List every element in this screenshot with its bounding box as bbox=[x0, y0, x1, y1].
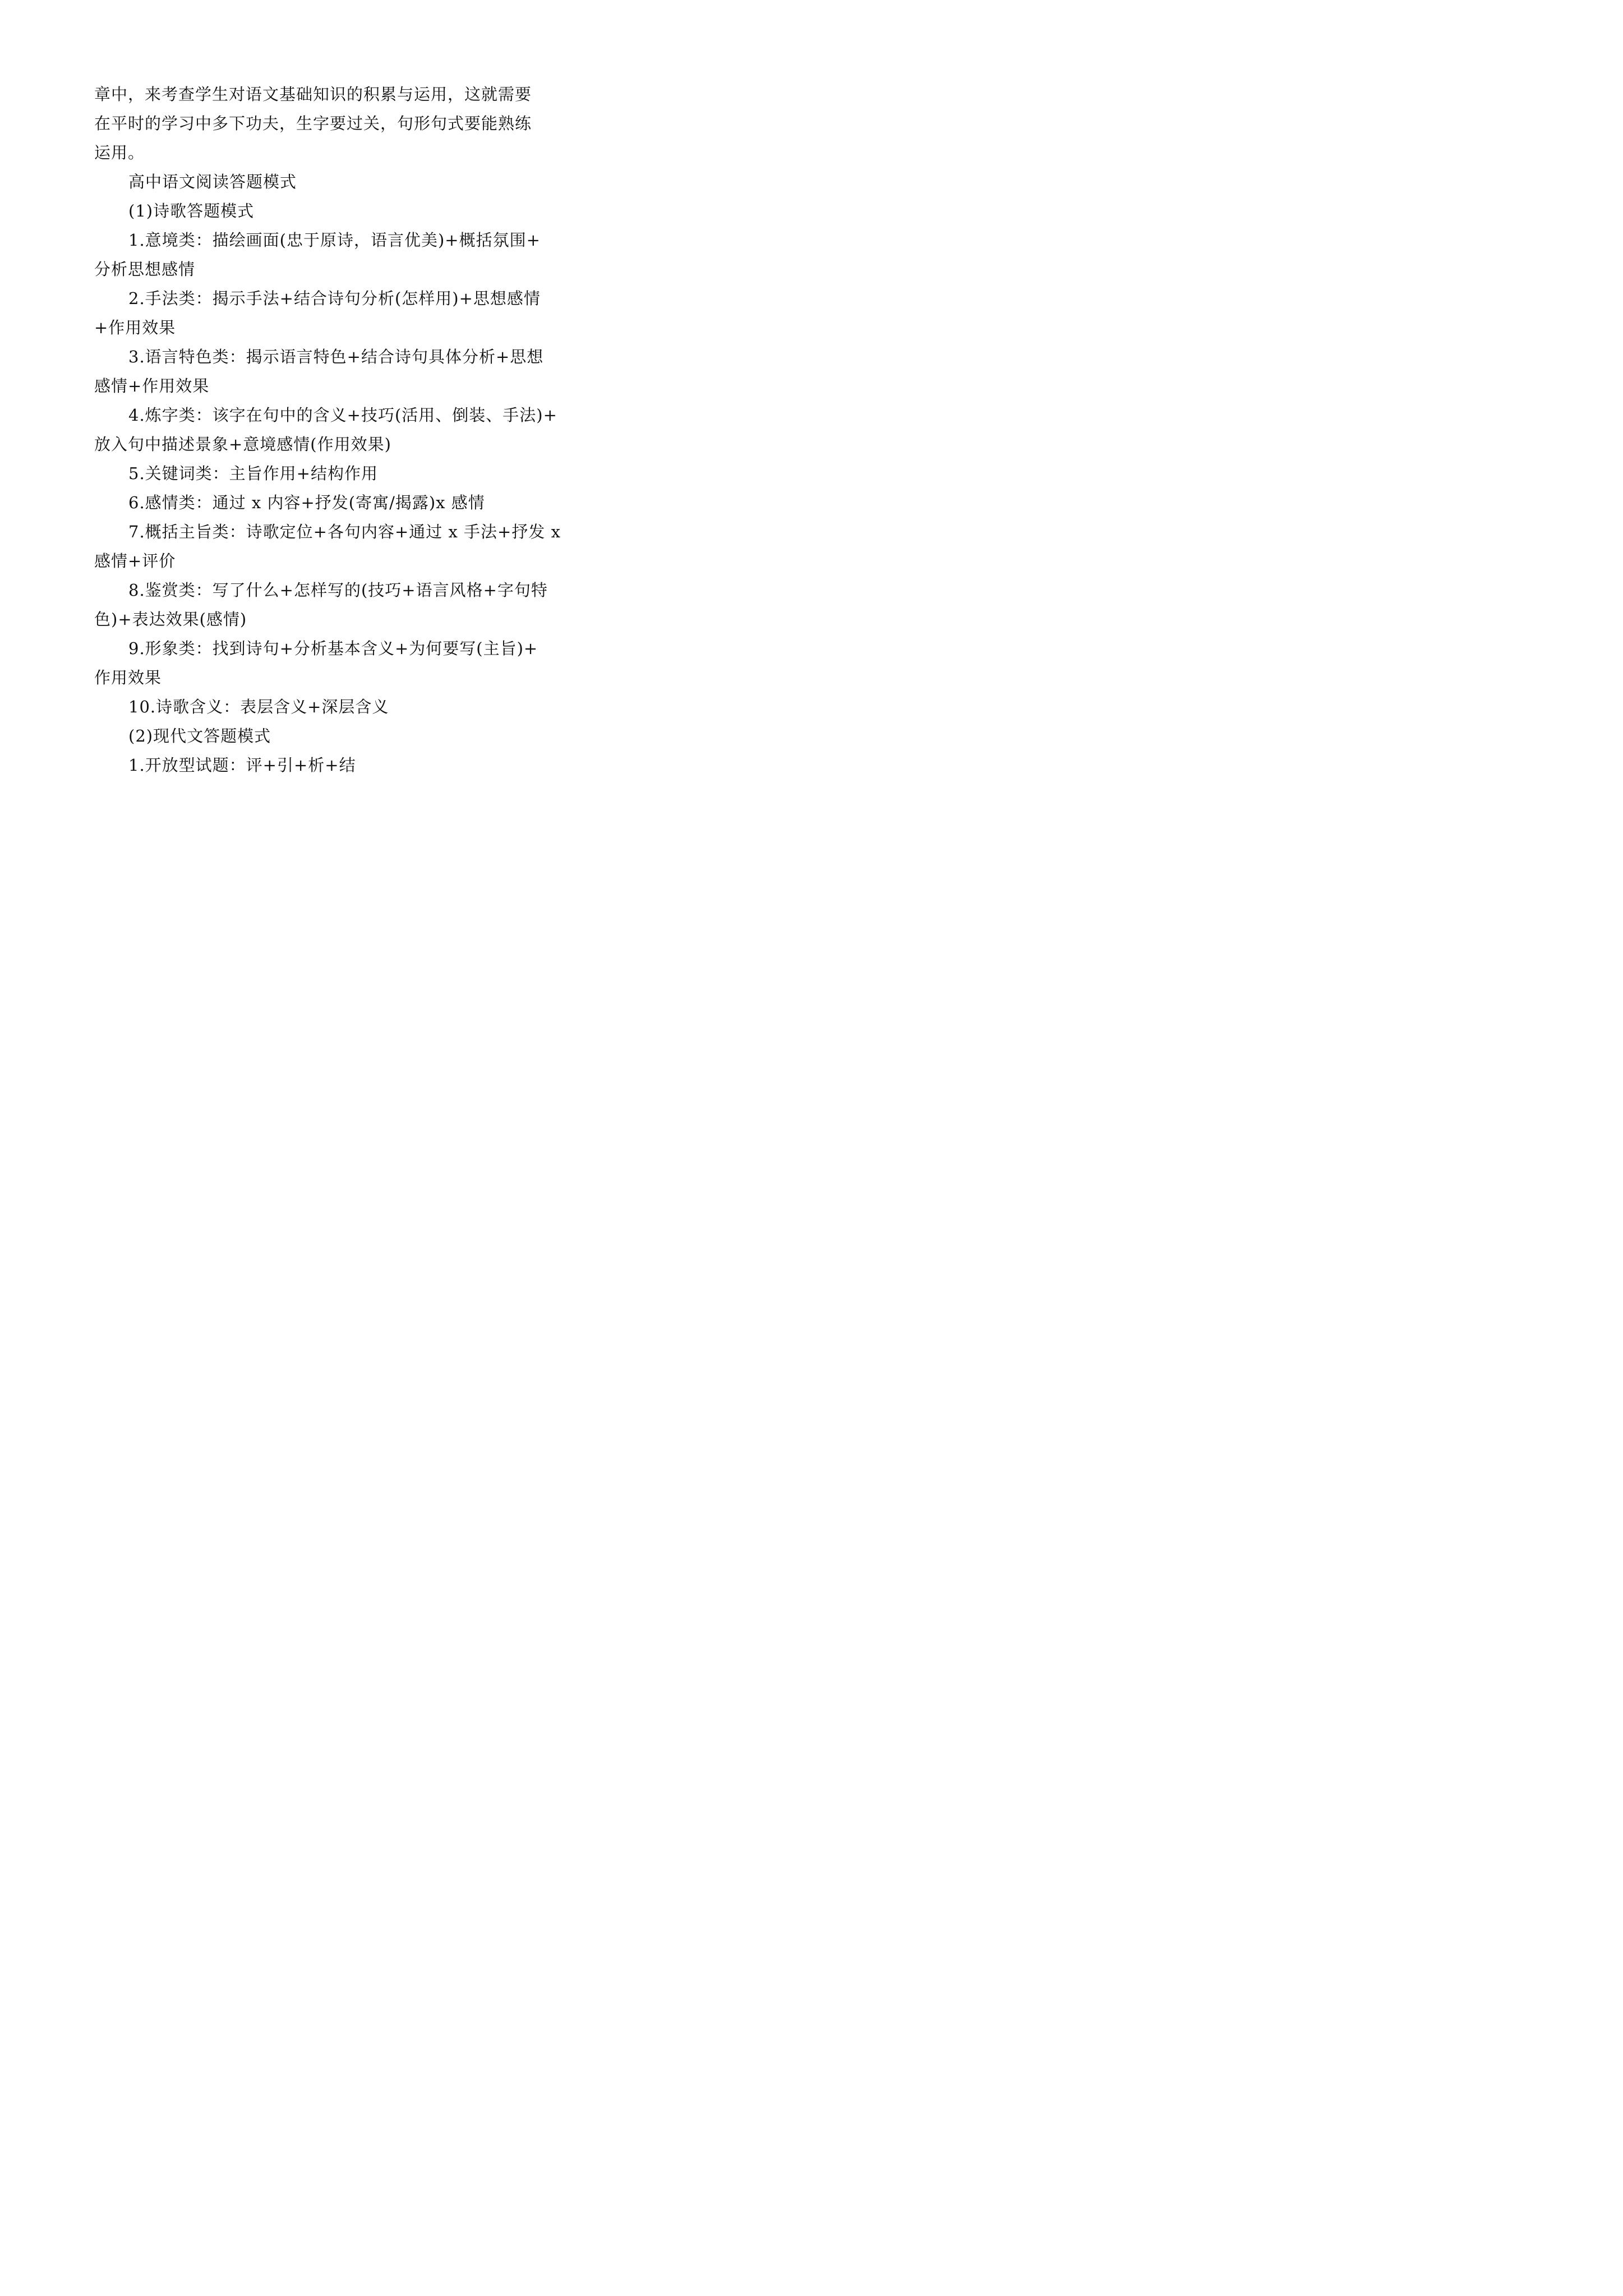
list-item: 3.语言特色类：揭示语言特色+结合诗句具体分析+思想 bbox=[128, 347, 544, 366]
body-text-line: 运用。 bbox=[94, 143, 145, 162]
list-item-continuation: 色)+表达效果(感情) bbox=[94, 610, 247, 629]
list-item: 5.关键词类：主旨作用+结构作用 bbox=[128, 464, 378, 483]
list-item: 2.手法类：揭示手法+结合诗句分析(怎样用)+思想感情 bbox=[128, 289, 541, 308]
list-item: 10.诗歌含义：表层含义+深层含义 bbox=[128, 697, 389, 716]
list-item-continuation: 分析思想感情 bbox=[94, 260, 196, 279]
document-page bbox=[0, 0, 621, 879]
list-item-continuation: 感情+作用效果 bbox=[94, 376, 210, 395]
section-heading: 高中语文阅读答题模式 bbox=[128, 172, 297, 191]
list-item: 7.概括主旨类：诗歌定位+各句内容+通过 x 手法+抒发 x bbox=[128, 522, 561, 541]
list-item-continuation: 作用效果 bbox=[94, 668, 162, 687]
list-item: 1.意境类：描绘画面(忠于原诗，语言优美)+概括氛围+ bbox=[128, 231, 541, 250]
list-item: 4.炼字类：该字在句中的含义+技巧(活用、倒装、手法)+ bbox=[128, 406, 557, 425]
list-item: 1.开放型试题：评+引+析+结 bbox=[128, 756, 356, 775]
list-item-continuation: 感情+评价 bbox=[94, 551, 176, 570]
body-text-line: 在平时的学习中多下功夫，生字要过关，句形句式要能熟练 bbox=[94, 114, 532, 133]
list-item-continuation: +作用效果 bbox=[94, 318, 176, 337]
list-item-continuation: 放入句中描述景象+意境感情(作用效果) bbox=[94, 435, 391, 454]
list-item: 9.形象类：找到诗句+分析基本含义+为何要写(主旨)+ bbox=[128, 639, 538, 658]
list-item: 8.鉴赏类：写了什么+怎样写的(技巧+语言风格+字句特 bbox=[128, 581, 548, 600]
subsection-heading: (1)诗歌答题模式 bbox=[128, 201, 255, 220]
body-text-line: 章中，来考查学生对语文基础知识的积累与运用，这就需要 bbox=[94, 85, 532, 104]
list-item: 6.感情类：通过 x 内容+抒发(寄寓/揭露)x 感情 bbox=[128, 493, 485, 512]
subsection-heading: (2)现代文答题模式 bbox=[128, 726, 271, 746]
